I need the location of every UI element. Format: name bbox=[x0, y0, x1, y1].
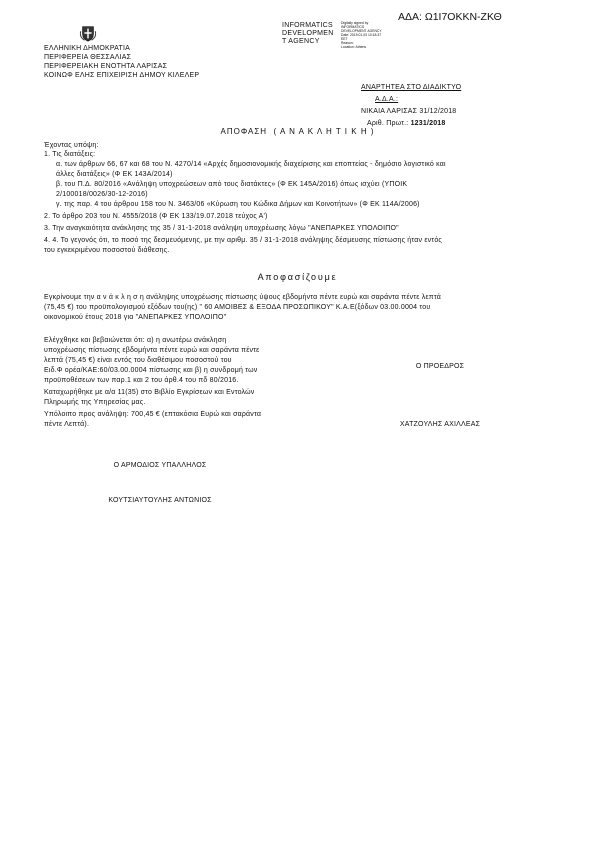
protocol-value: 1231/2018 bbox=[410, 120, 446, 127]
protocol-label: Αριθ. Πρωτ.: bbox=[367, 120, 411, 127]
verification-line: Υπόλοιπο προς ανάληψη: 700,45 € (επτακόσια Ευρώ και σαράντα bbox=[44, 411, 262, 418]
item-3: 3. Την αναγκαιότητα ανάκλησης της 35 / 31-1-2018 ανάληψη υποχρέωσης λόγω "ΑΝΕΠΑΡΚΕΣ ΥΠΟΛΟΙΠΟ" bbox=[44, 225, 399, 232]
stamp-detail: Reason: bbox=[341, 41, 354, 45]
verification-line: προϋποθέσεων των παρ.1 και 2 του άρθ.4 του πδ 80/2016. bbox=[44, 377, 239, 384]
item-1: 1. Τις διατάξεις: bbox=[44, 151, 96, 158]
stamp-line: INFORMATICS bbox=[282, 22, 334, 29]
signature-stamp-details bbox=[341, 21, 382, 49]
item-4: 4. 4. Το γεγονός ότι, το ποσό της δεσμευόμενης, με την αριθμ. 35 / 31-1-2018 ανάληψης δέσμευσης πίστωσης ήταν εντός bbox=[44, 237, 442, 244]
issuer-header bbox=[44, 44, 199, 80]
president-name: ΧΑΤΖΟΥΛΗΣ ΑΧΙΛΛΕΑΣ bbox=[399, 421, 481, 428]
stamp-line: DEVELOPMEN bbox=[282, 30, 334, 37]
president-title: Ο ΠΡΟΕΔΡΟΣ bbox=[415, 363, 465, 370]
stamp-detail: DEVELOPMENT AGENCY bbox=[341, 29, 382, 33]
publish-online-note: ΑΝΑΡΤΗΤΕΑ ΣΤΟ ΔΙΑΔΙΚΤΥΟ bbox=[361, 84, 462, 91]
item-1c: γ. της παρ. 4 του άρθρου 158 του Ν. 3463/06 «Κύρωση του Κώδικα Δήμων και Κοινοτήτων» (Φ ΕΚ 114Α/2006) bbox=[56, 201, 420, 208]
verification-line: Ελέγχθηκε και βεβαιώνεται ότι: α) η ανωτέρω ανάκληση bbox=[44, 337, 227, 344]
official-title: Ο ΑΡΜΟΔΙΟΣ ΥΠΑΛΛΗΛΟΣ bbox=[113, 462, 207, 469]
decision-line: Εγκρίνουμε την α ν ά κ λ η σ η ανάληψης υποχρέωσης πίστωσης ύψους εβδομήντα πέντε ευρώ και σαράντα πέντε λεπτά bbox=[44, 294, 441, 301]
item-1a: α. των άρθρων 66, 67 και 68 του Ν. 4270/14 «Αρχές δημοσιονομικής διαχείρισης και εποπτείας - δημόσιο λογιστικό και bbox=[56, 161, 446, 168]
document-title: ΑΠΟΦΑΣΗ ( Α Ν Α Κ Λ Η Τ Ι Κ Η ) bbox=[220, 127, 375, 136]
greek-emblem-icon bbox=[79, 24, 97, 42]
ada-label: Α.Δ.Α.: bbox=[375, 96, 399, 103]
verification-line: λεπτά (75,45 €) είναι εντός του διαθέσιμου ποσοστού του bbox=[44, 357, 232, 364]
decision-heading: Αποφασίζουμε bbox=[257, 272, 338, 282]
stamp-detail: Digitally signed by bbox=[341, 21, 369, 25]
official-name: ΚΟΥΤΣΙΑΥΤΟΥΛΗΣ ΑΝΤΩΝΙΟΣ bbox=[108, 497, 212, 504]
decision-line: (75,45 €) του προϋπολογισμού εξόδων του(ης) " 60 ΑΜΟΙΒΕΣ & ΕΞΟΔΑ ΠΡΟΣΩΠΙΚΟΥ" Κ.Α.Ε(ξόδων 03.00.0004 του bbox=[44, 304, 431, 311]
document-meta bbox=[361, 82, 461, 130]
stamp-detail: Location: Athens bbox=[341, 45, 367, 49]
stamp-detail: INFORMATICS bbox=[341, 25, 365, 29]
item-1b-cont: 2/100018/0026/30-12-2016) bbox=[56, 191, 148, 198]
verification-line: Καταχωρήθηκε με α/α 11(35) στο Βιβλίο Εγκρίσεων και Εντολών bbox=[44, 389, 255, 396]
stamp-detail: Date: 2019.01.03 10:18:37 bbox=[341, 33, 382, 37]
issuer-line: ΠΕΡΙΦΕΡΕΙΑΚΗ ΕΝΟΤΗΤΑ ΛΑΡΙΣΑΣ bbox=[44, 63, 168, 70]
considering-heading: Έχοντας υπόψη: bbox=[44, 142, 99, 149]
verification-line: Ειδ.Φ ορέα/ΚΑΕ:60/03.00.0004 πίστωσης και β) η συνδρομή των bbox=[44, 367, 258, 374]
stamp-line: T AGENCY bbox=[282, 38, 320, 45]
item-4-cont: του εγκεκριμένου ποσοστού διάθεσης. bbox=[44, 247, 170, 254]
ada-code: ΑΔΑ: Ω1Ι7ΟΚΚΝ-ΖΚΘ bbox=[398, 11, 502, 23]
place-date: ΝΙΚΑΙΑ ΛΑΡΙΣΑΣ 31/12/2018 bbox=[361, 108, 457, 115]
item-2: 2. Το άρθρο 203 του Ν. 4555/2018 (Φ ΕΚ 133/19.07.2018 τεύχος Α') bbox=[44, 213, 268, 220]
item-1a-cont: άλλες διατάξεις» (Φ ΕΚ 143Α/2014) bbox=[56, 171, 173, 178]
verification-line: υποχρέωσης πίστωσης εβδομήντα πέντε ευρώ και σαράντα πέντε bbox=[44, 347, 260, 354]
issuer-line: ΕΛΛΗΝΙΚΗ ΔΗΜΟΚΡΑΤΙΑ bbox=[44, 45, 131, 52]
verification-line: Πληρωμής της Υπηρεσίας μας. bbox=[44, 399, 146, 406]
issuer-line: ΚΟΙΝΩΦ ΕΛΗΣ ΕΠΙΧΕΙΡΙΣΗ ΔΗΜΟΥ ΚΙΛΕΛΕΡ bbox=[44, 72, 200, 79]
decision-line: οικονομικού έτους 2018 για "ΑΝΕΠΑΡΚΕΣ ΥΠΟΛΟΙΠΟ" bbox=[44, 314, 227, 321]
issuer-line: ΠΕΡΙΦΕΡΕΙΑ ΘΕΣΣΑΛΙΑΣ bbox=[44, 54, 132, 61]
stamp-detail: EET bbox=[341, 37, 348, 41]
item-1b: β. του Π.Δ. 80/2016 «Ανάληψη υποχρεώσεων από τους διατάκτες» (Φ ΕΚ 145Α/2016) όπως ισχύει (ΥΠΟΙΚ bbox=[56, 181, 408, 188]
verification-line: πέντε Λεπτά). bbox=[44, 421, 90, 428]
signature-stamp-text bbox=[282, 22, 334, 46]
verification-block bbox=[44, 336, 261, 430]
